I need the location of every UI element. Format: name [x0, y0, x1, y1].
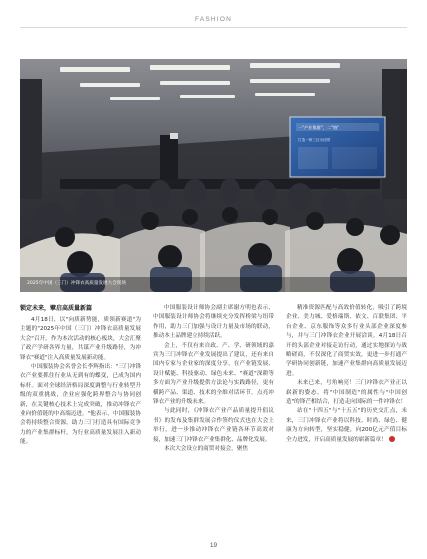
paragraph: 精准资源匹配与高效价值转化，吸引了跨境企业、美力城、爱格瑞斯、依文、百联集团、平台企业、京东服饰等众多行业头部企业深度参与，并与三门冲锋衣企业开展洽谈。4月18日召开的头部企业对接走访行动，通过实地探访与战略磋商，不仅深化了商贸实效，更进一步打通产学研协同创新链，加速产业集群向高质量发展迈进。: [286, 305, 407, 377]
header-divider: [20, 27, 407, 28]
paragraph-text: 站在"十四五"与"十五五"的历史交汇点，未来，三门冲锋衣产业将以科技、时尚、绿色、健康为方向转型，坚实稳健，向200亿元产值目标全力进发，开启高质量发展的崭新篇章！: [286, 408, 407, 443]
paragraph: 中国服装协会名誉会长李辉指出："三门冲锋衣产业要抓住行业从无到有的蝶变，已成为国内标杆。面对全球经济格局深度调整与行业转型升级的双重挑战，企业应强化跨界整合与协同创新，在关键核心技术上完成突破，推动冲锋衣产业向价值链的中高端迈进。"他表示，中国服装协会将持续整合资源，助力三门打造具有国际竞争力的产业集群标杆，为行业高质量发展注入新动能。: [20, 364, 141, 446]
screen-subtitle: 打造一核三区为纽带: [298, 138, 331, 142]
section-label: FASHION: [195, 16, 232, 23]
paragraph: 4月18日，以"向质新势能，质领新赛道"为主题的"2025年中国（三门）冲锋衣高质量发展大会"召开。作为本次活动的核心板块，大会汇聚了政产学研各界力量，共谋产业升级路径，为冲锋衣"赛道"注入高质量发展新动能。: [20, 317, 141, 361]
page-number: 19: [209, 542, 218, 549]
section-heading: 锁定未来，擘启高质量新篇: [20, 305, 93, 312]
article-column-1: [20, 304, 141, 536]
paragraph: 中国服装设计师协会副主席谢方明也表示，中国服装设计师协会将继续充分发挥桥梁与纽带作用，助力三门加强与设计力量及市场的联动，推动本土品牌建立持续活跃。: [153, 305, 274, 340]
paragraph: 会上，不仅有来自政、产、学、研领域的嘉宾为三门冲锋衣产业发展提出了建议，还有来自国内专家与企业家的深度分享。在产业链发展、设计赋能、科技驱动、绿色未来、"赛道"深耕等多方面为产业升级提供方法论与实践路径，更有横跨产品、渠道、技术的全维对话环节，点亮冲锋衣产业的升级未来。: [153, 342, 274, 406]
article-column-2: [153, 304, 274, 536]
paragraph-final: [286, 407, 407, 445]
photo-caption: 2025年中国（三门）冲锋衣高质量发展大会现场: [27, 281, 126, 286]
paragraph: 与此同时，《冲锋衣产业产品质量提升倡议书》的发布及集群发展合作签约仪式也在大会上举行，进一步推动冲锋衣产业链各环节高效对接，加速三门冲锋衣产业集群化、品牌化发展。: [153, 408, 274, 443]
article-body: [20, 304, 407, 536]
end-mark-icon: [389, 436, 395, 442]
paragraph: 本次大会设立的商贸对接会，聚焦: [164, 446, 248, 453]
paragraph: 未来已来，号角响亮！三门冲锋衣产业正以崭新的姿态，将"中国制造"的属性与"中国创造"的锋芒相结合，打造走向国际的一件冲锋衣！: [286, 380, 407, 406]
article-column-3: [286, 304, 407, 536]
event-photo: [20, 59, 407, 292]
screen-title: 一"产业集群"，二"链": [298, 125, 340, 130]
